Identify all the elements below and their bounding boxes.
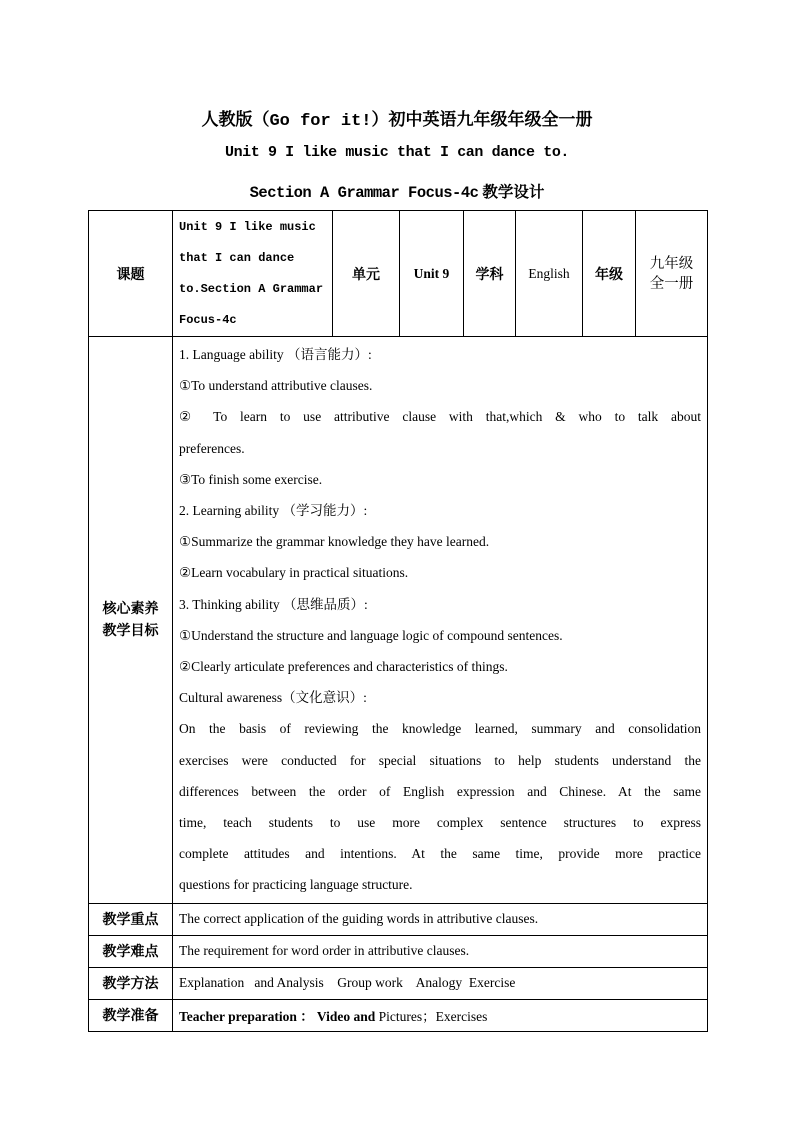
label-unit: 单元 — [333, 211, 400, 337]
preparation-bold: Teacher preparation ： Video and — [179, 1009, 379, 1025]
goal-line: ①Summarize the grammar knowledge they have learned. — [179, 534, 490, 550]
row-key-points — [89, 903, 708, 935]
section-title: Section A Grammar Focus-4c 教学设计 — [249, 184, 545, 202]
key-points-value: The correct application of the guiding words in attributive clauses. — [173, 903, 708, 935]
document-title: 人教版（Go for it!）初中英语九年级年级全一册 — [201, 110, 593, 131]
label-difficulties: 教学难点 — [89, 935, 173, 967]
label-goals: 核心素养教学目标 — [89, 337, 173, 904]
row-topic — [89, 211, 708, 337]
preparation-value — [173, 999, 708, 1031]
course-title: Unit 9 I like music that I can dance to.Section A Grammar Focus-4c — [173, 211, 333, 337]
difficulties-value: The requirement for word order in attributive clauses. — [173, 935, 708, 967]
document-subtitle: Unit 9 I like music that I can dance to. — [224, 144, 570, 161]
lesson-plan-table — [88, 210, 708, 1032]
goal-line: 2. Learning ability （学习能力）: — [179, 503, 368, 519]
goal-line: complete attitudes and intentions. At the same time, provide more practice — [179, 846, 701, 862]
goal-line: ② To learn to use attributive clause with that,which & who to talk about — [179, 409, 701, 425]
label-key-points: 教学重点 — [89, 903, 173, 935]
goal-line: questions for practicing language structure. — [179, 877, 413, 893]
goal-line: 3. Thinking ability （思维品质）: — [179, 596, 368, 612]
row-methods — [89, 967, 708, 999]
label-methods: 教学方法 — [89, 967, 173, 999]
row-goals — [89, 337, 708, 904]
label-topic: 课题 — [89, 211, 173, 337]
goals-content — [173, 337, 708, 904]
goal-line: preferences. — [179, 440, 245, 456]
goal-line: 1. Language ability （语言能力）: — [179, 347, 372, 362]
row-preparation — [89, 999, 708, 1031]
goal-line: exercises were conducted for special situations to help students understand the — [179, 752, 701, 768]
goal-line: ③To finish some exercise. — [179, 471, 323, 487]
goal-line: ②Learn vocabulary in practical situations. — [179, 565, 409, 581]
label-grade: 年级 — [583, 211, 636, 337]
goal-line: ②Clearly articulate preferences and characteristics of things. — [179, 659, 508, 675]
label-subject: 学科 — [464, 211, 516, 337]
goal-line: ①Understand the structure and language logic of compound sentences. — [179, 627, 563, 643]
goal-line: On the basis of reviewing the knowledge learned, summary and consolidation — [179, 721, 701, 737]
subject-value: English — [516, 211, 583, 337]
preparation-normal: Pictures；Exercises — [378, 1009, 488, 1025]
label-preparation: 教学准备 — [89, 999, 173, 1031]
grade-value: 九年级全一册 — [636, 211, 708, 337]
goal-line: differences between the order of English expression and Chinese. At the same — [179, 783, 701, 799]
unit-value: Unit 9 — [400, 211, 464, 337]
goal-line: ①To understand attributive clauses. — [179, 378, 373, 394]
row-difficulties — [89, 935, 708, 967]
methods-value: Explanation and Analysis Group work Analogy Exercise — [173, 967, 708, 999]
goal-line: time, teach students to use more complex sentence structures to express — [179, 815, 701, 831]
goal-line: Cultural awareness（文化意识）: — [179, 690, 367, 706]
